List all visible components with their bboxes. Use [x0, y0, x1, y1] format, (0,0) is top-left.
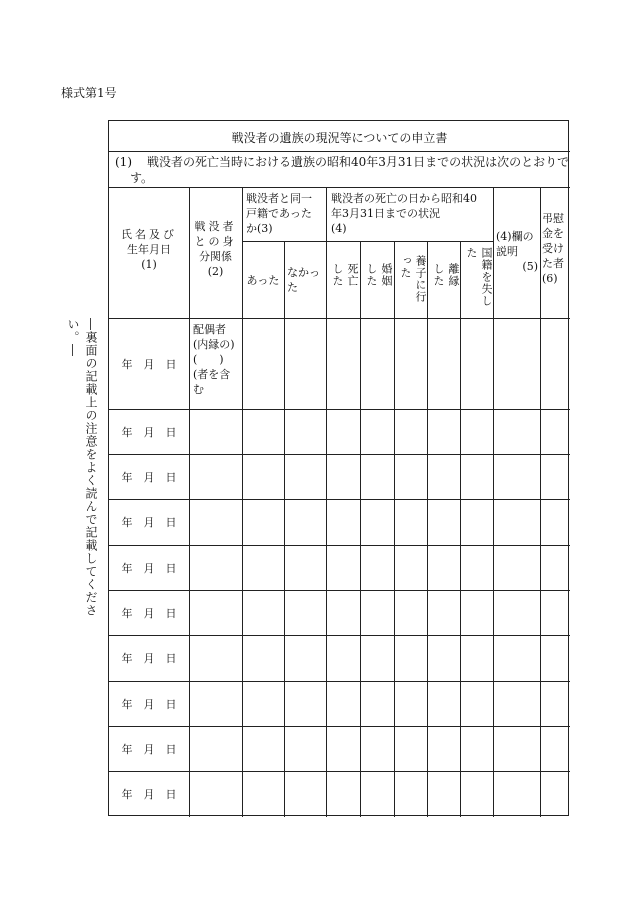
form-title: 戦没者の遺族の現況等についての申立書: [231, 131, 448, 145]
header-register-no: なかった: [287, 266, 320, 294]
header-status-adoption: 養子に行った: [399, 255, 427, 303]
statement-text-cont: す。: [130, 171, 154, 185]
row-date: 年 月 日: [121, 652, 177, 665]
row-date: 年 月 日: [121, 607, 177, 620]
side-note: ―裏面の記載上の注意をよく読んで記載してください。―: [66, 318, 98, 617]
row-date: 年 月 日: [121, 698, 177, 711]
header-status-marriage: 婚姻した: [365, 263, 393, 287]
application-form-table: [108, 120, 569, 816]
header-explanation: (4)欄の 説明 (5): [496, 230, 538, 273]
statement-text: 戦没者の死亡当時における遺族の昭和40年3月31日までの状況は次のとおりで: [147, 155, 570, 169]
statement-number: (1): [115, 155, 132, 169]
header-status-nationality: 国籍を失した: [465, 247, 493, 307]
header-condolence: 弔慰金を受けた者 (6): [542, 212, 564, 285]
row-date: 年 月 日: [121, 788, 177, 801]
row-date: 年 月 日: [121, 358, 177, 371]
form-number: 様式第1号: [61, 86, 117, 100]
first-row-relation: 配偶者 (内縁の) ( ) (者を含 む: [193, 323, 235, 396]
header-relation: 戦没者 との身 分関係 (2): [194, 220, 237, 278]
row-date: 年 月 日: [121, 426, 177, 439]
header-name-birth: 氏名及び 生年月日 (1): [121, 228, 177, 271]
header-status-separation: 離縁した: [432, 263, 460, 287]
header-status: 戦没者の死亡の日から昭和40 年3月31日までの状況 (4): [331, 192, 477, 235]
row-date: 年 月 日: [121, 471, 177, 484]
row-date: 年 月 日: [121, 743, 177, 756]
header-status-death: 死亡した: [331, 263, 359, 287]
header-register-yes: あった: [246, 274, 280, 287]
header-same-register: 戦没者と同一 戸籍であった か(3): [246, 192, 312, 235]
row-date: 年 月 日: [121, 562, 177, 575]
row-date: 年 月 日: [121, 516, 177, 529]
